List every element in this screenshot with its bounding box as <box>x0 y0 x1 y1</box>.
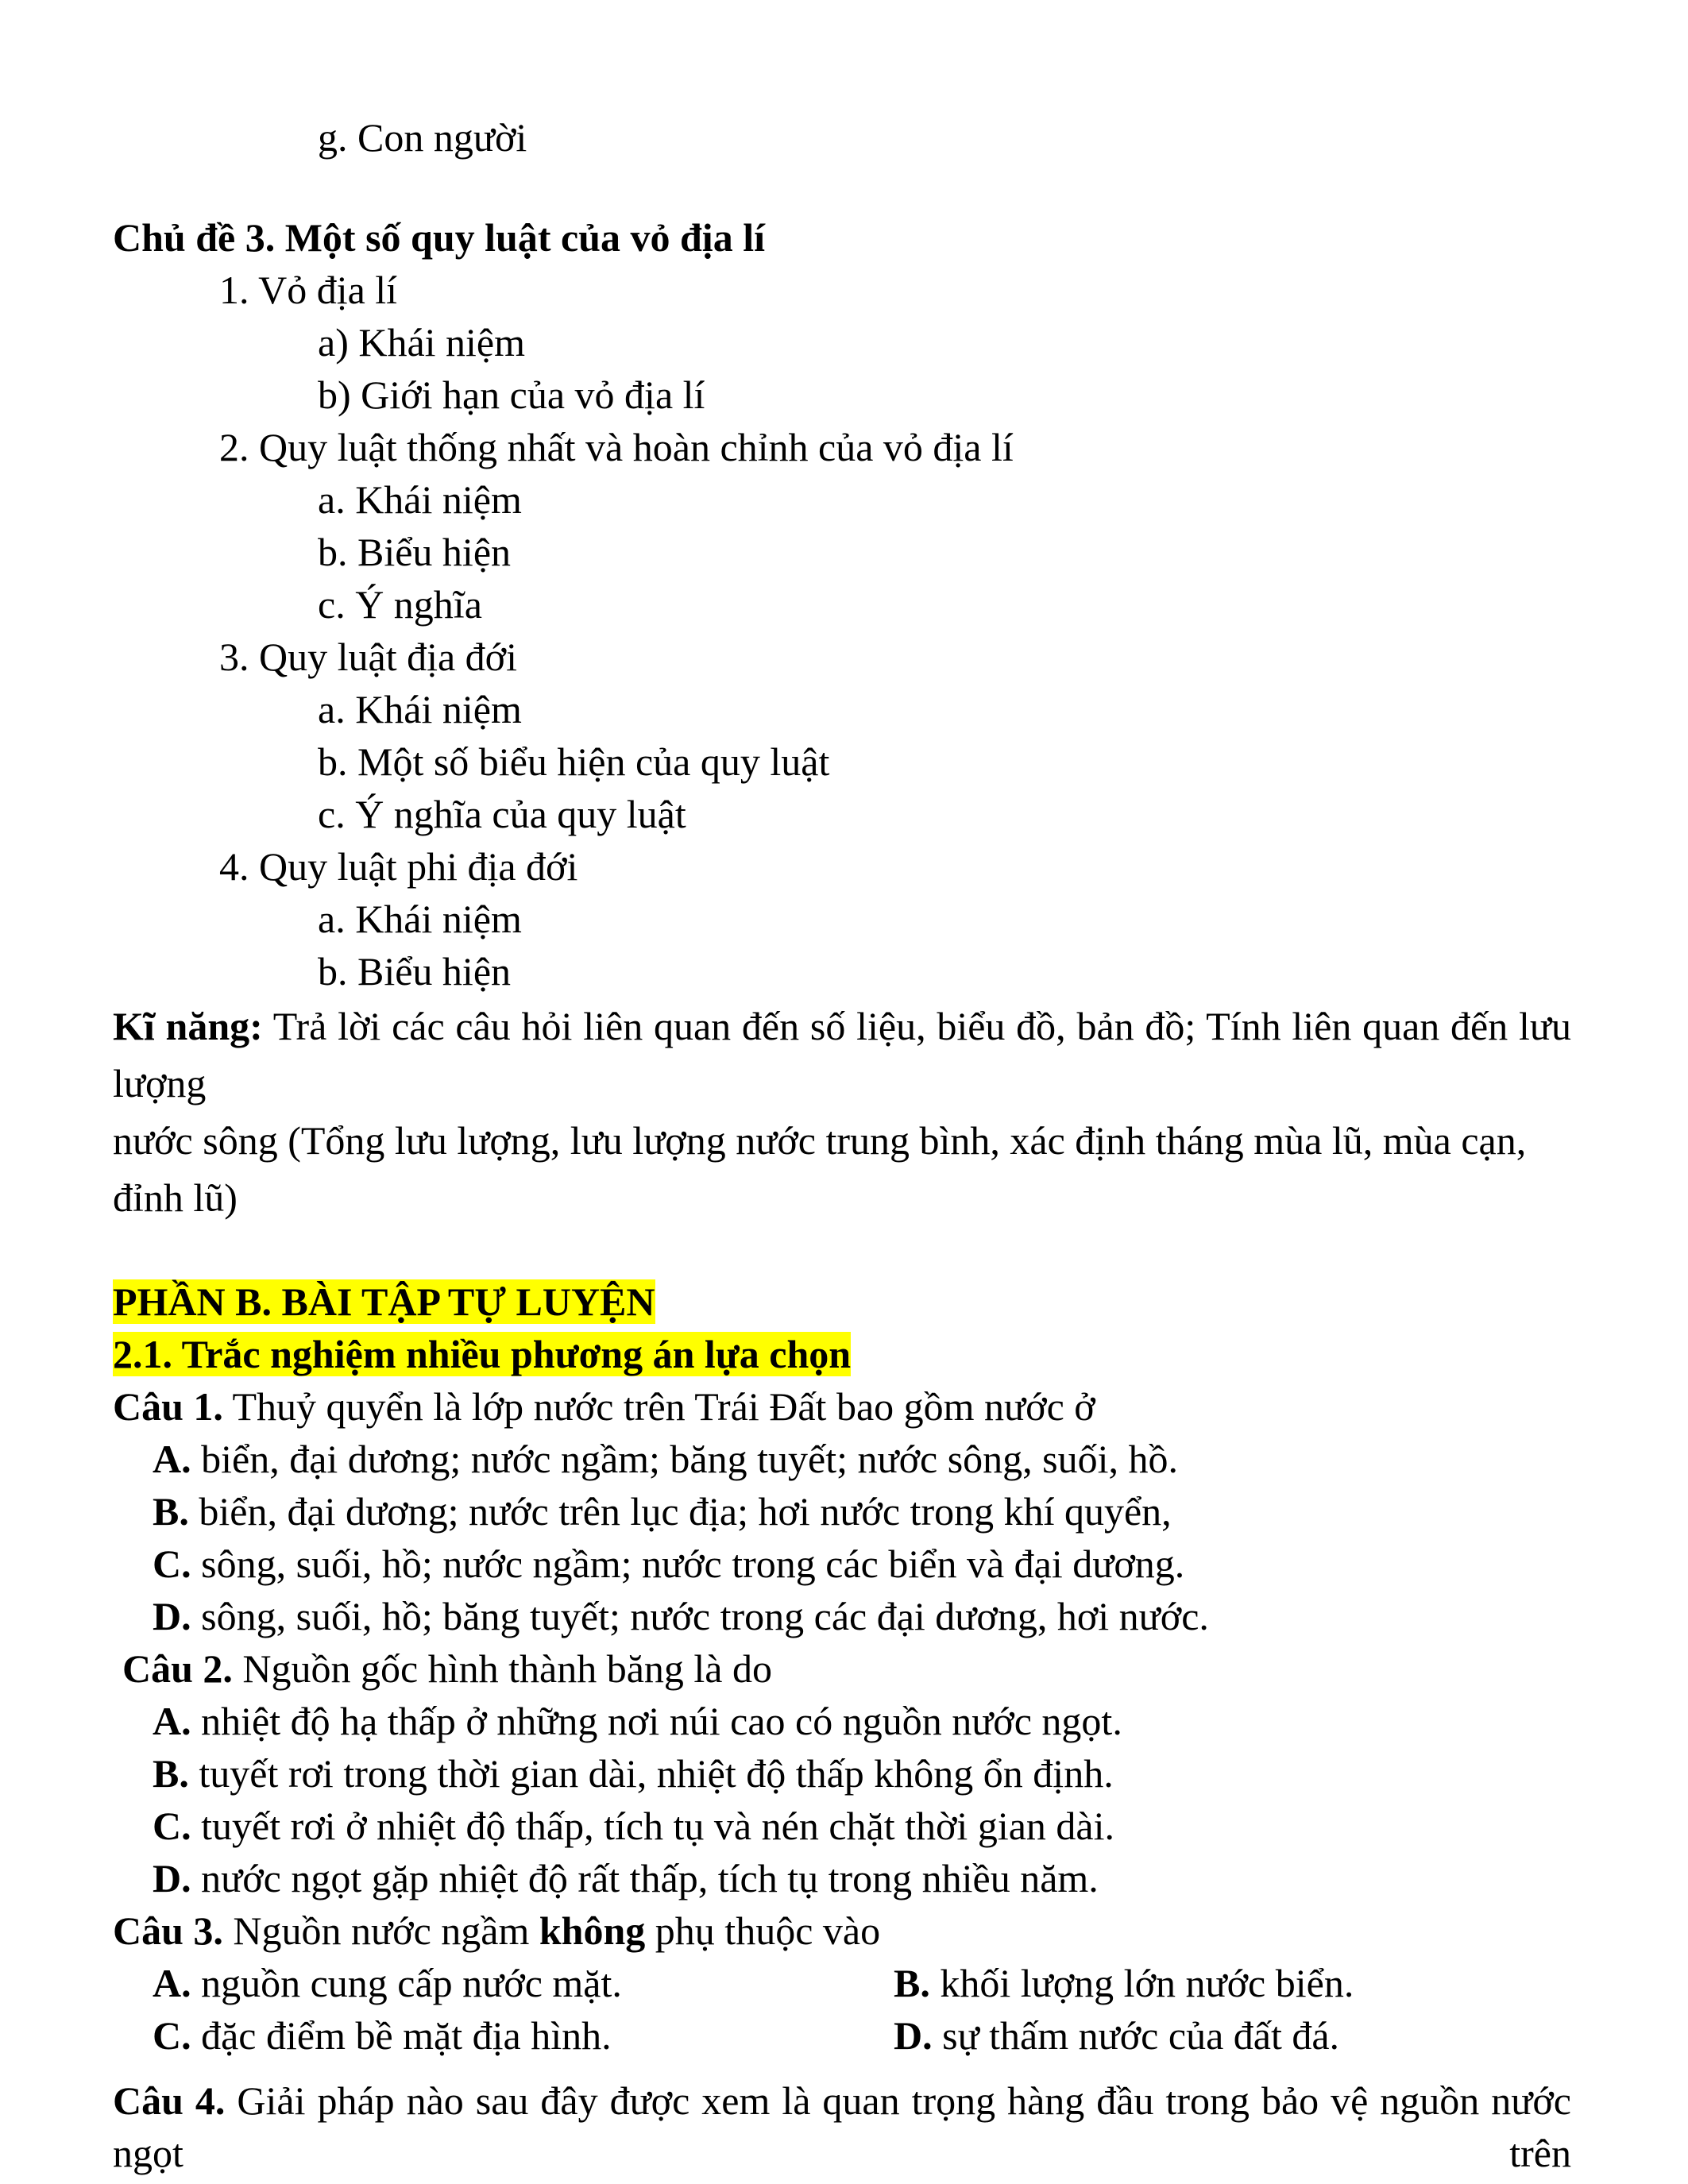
option-letter: B. <box>153 1489 189 1534</box>
outline-item <box>318 893 1571 945</box>
question-4 <box>113 2074 1571 2179</box>
option-letter: B. <box>894 1961 930 2005</box>
option-letter: C. <box>153 1542 191 1586</box>
question-3-options-row-2 <box>153 2009 1571 2062</box>
outline-item <box>318 526 1571 578</box>
option-letter: C. <box>153 2013 191 2058</box>
question-1-stem: Thuỷ quyển là lớp nước trên Trái Đất bao gồm nước ở <box>222 1384 1095 1429</box>
outline-item <box>219 421 1571 473</box>
outline-item <box>318 316 1571 369</box>
outline-item <box>219 631 1571 683</box>
option-text: sông, suối, hồ; băng tuyết; nước trong các đại dương, hơi nước. <box>191 1594 1209 1638</box>
outline-item-text: 2. Quy luật thống nhất và hoàn chỉnh của vỏ địa lí <box>219 425 1014 469</box>
question-4-label: Câu 4. <box>113 2078 226 2123</box>
question-2-option-a <box>153 1695 1571 1747</box>
option-text: khối lượng lớn nước biển. <box>929 1961 1354 2005</box>
chapter-heading <box>113 211 1571 264</box>
outline-item <box>318 473 1571 526</box>
question-3 <box>113 1904 1571 1957</box>
outline-item <box>219 264 1571 316</box>
option-text: sông, suối, hồ; nước ngầm; nước trong các biển và đại dương. <box>191 1542 1185 1586</box>
subsection-heading-text: 2.1. Trắc nghiệm nhiều phương án lựa chọn <box>113 1332 852 1376</box>
question-2-option-c <box>153 1800 1571 1852</box>
option-text: biển, đại dương; nước ngầm; băng tuyết; nước sông, suối, hồ. <box>191 1437 1179 1481</box>
option-letter: C. <box>153 1804 191 1848</box>
question-3-option-d <box>894 2009 1339 2062</box>
option-letter: D. <box>153 1594 191 1638</box>
question-2-stem: Nguồn gốc hình thành băng là do <box>232 1646 772 1691</box>
outline-item-text: b. Biểu hiện <box>318 530 512 574</box>
outline-item-g-text: g. Con người <box>318 115 527 160</box>
outline-item-text: 3. Quy luật địa đới <box>219 635 517 679</box>
question-1-label: Câu 1. <box>113 1384 223 1429</box>
outline-item-text: a. Khái niệm <box>318 687 522 731</box>
option-text: nước ngọt gặp nhiệt độ rất thấp, tích tụ trong nhiều năm. <box>191 1856 1099 1900</box>
question-3-label: Câu 3. <box>113 1908 223 1953</box>
question-1-option-a <box>153 1433 1571 1485</box>
option-letter: D. <box>894 2013 933 2058</box>
outline-item <box>318 578 1571 631</box>
question-3-option-c <box>153 2013 612 2058</box>
option-text: tuyết rơi trong thời gian dài, nhiệt độ thấp không ổn định. <box>188 1751 1114 1796</box>
outline-item-text: c. Ý nghĩa của quy luật <box>318 792 686 836</box>
question-1-option-b <box>153 1485 1571 1538</box>
outline-item-text: b. Một số biểu hiện của quy luật <box>318 739 830 784</box>
skills-paragraph-line-2 <box>113 1112 1571 1226</box>
outline-item-text: a. Khái niệm <box>318 897 522 941</box>
question-3-stem-post: phụ thuộc vào <box>645 1908 881 1953</box>
question-1-option-d <box>153 1590 1571 1642</box>
question-3-option-a <box>153 1961 622 2005</box>
outline-item <box>318 683 1571 735</box>
part-heading-text: PHẦN B. BÀI TẬP TỰ LUYỆN <box>113 1279 655 1324</box>
skills-text-line-1: Trả lời các câu hỏi liên quan đến số liệu, biểu đồ, bản đồ; Tính liên quan đến lưu lượng <box>113 1004 1571 1106</box>
outline-item <box>318 788 1571 840</box>
option-letter: A. <box>153 1437 191 1481</box>
question-1 <box>113 1380 1571 1433</box>
question-3-option-b <box>894 1957 1354 2009</box>
document-content <box>113 111 1571 2179</box>
question-2 <box>113 1642 1571 1695</box>
outline-item <box>219 840 1571 893</box>
outline-item-text: c. Ý nghĩa <box>318 582 482 627</box>
question-4-stem: Giải pháp nào sau đây được xem là quan trọng hàng đầu trong bảo vệ nguồn nước ngọt trên <box>113 2078 1571 2175</box>
question-1-option-c <box>153 1538 1571 1590</box>
outline-item-g <box>318 111 1571 164</box>
question-3-options-row-1 <box>153 1957 1571 2009</box>
outline-item <box>318 369 1571 421</box>
outline-item-text: 4. Quy luật phi địa đới <box>219 844 578 889</box>
option-letter: B. <box>153 1751 189 1796</box>
option-text: sự thấm nước của đất đá. <box>932 2013 1340 2058</box>
question-3-stem-pre: Nguồn nước ngầm <box>222 1908 539 1953</box>
outline-item <box>318 735 1571 788</box>
part-heading <box>113 1275 1571 1328</box>
chapter-heading-text: Chủ đề 3. Một số quy luật của vỏ địa lí <box>113 215 765 260</box>
option-text: biển, đại dương; nước trên lục địa; hơi nước trong khí quyển, <box>188 1489 1172 1534</box>
question-3-stem-bold: không <box>539 1908 646 1953</box>
option-letter: A. <box>153 1961 191 2005</box>
question-2-label: Câu 2. <box>122 1646 233 1691</box>
option-letter: A. <box>153 1699 191 1743</box>
skills-label: Kĩ năng: <box>113 1004 263 1048</box>
option-text: nhiệt độ hạ thấp ở những nơi núi cao có nguồn nước ngọt. <box>191 1699 1122 1743</box>
subsection-heading <box>113 1328 1571 1380</box>
option-letter: D. <box>153 1856 191 1900</box>
outline-item-text: 1. Vỏ địa lí <box>219 268 398 312</box>
outline-item-text: a) Khái niệm <box>318 320 526 365</box>
option-text: tuyết rơi ở nhiệt độ thấp, tích tụ và nén chặt thời gian dài. <box>191 1804 1114 1848</box>
option-text: nguồn cung cấp nước mặt. <box>191 1961 622 2005</box>
option-text: đặc điểm bề mặt địa hình. <box>191 2013 612 2058</box>
outline-item-text: b. Biểu hiện <box>318 949 512 994</box>
outline-item <box>318 945 1571 997</box>
outline-item-text: b) Giới hạn của vỏ địa lí <box>318 372 705 417</box>
question-2-option-d <box>153 1852 1571 1904</box>
skills-paragraph-line-1 <box>113 997 1571 1112</box>
skills-text-line-2: nước sông (Tổng lưu lượng, lưu lượng nước trung bình, xác định tháng mùa lũ, mùa cạn, đỉnh lũ) <box>113 1118 1527 1220</box>
outline-item-text: a. Khái niệm <box>318 477 522 522</box>
question-2-option-b <box>153 1747 1571 1800</box>
